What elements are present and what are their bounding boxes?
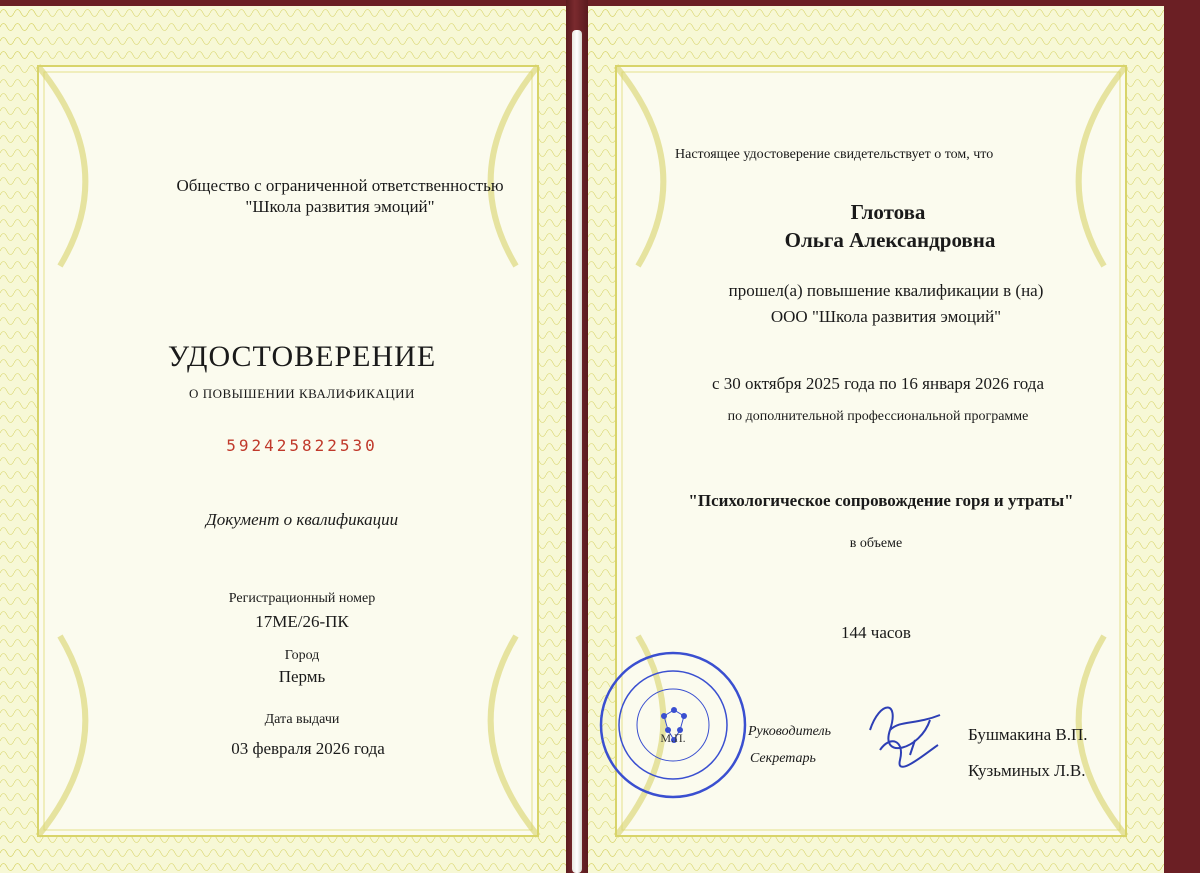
serial-number: 592425822530 (226, 436, 378, 455)
org-name-line2: "Школа развития эмоций" (245, 197, 435, 216)
stamp-mark: М.П. (660, 731, 686, 745)
signature-icon (860, 690, 950, 780)
document-type: Документ о квалификации (205, 510, 399, 529)
program-title: "Психологическое сопровождение горя и утраты" (688, 491, 1074, 510)
cover-edge (1164, 0, 1200, 873)
document-subtitle: О ПОВЫШЕНИИ КВАЛИФИКАЦИИ (189, 386, 415, 401)
registration-number: 17МЕ/26-ПК (255, 612, 349, 631)
training-organization: ООО "Школа развития эмоций" (770, 307, 1002, 326)
qualification-statement: прошел(а) повышение квалификации в (на) (728, 281, 1044, 300)
head-label: Руководитель (748, 724, 832, 739)
hours-value: 144 часов (841, 623, 911, 642)
holder-given-names: Ольга Александровна (784, 228, 996, 252)
official-stamp (598, 650, 748, 800)
program-intro: по дополнительной профессиональной программе (727, 409, 1029, 424)
issue-date-label: Дата выдачи (264, 712, 340, 727)
secretary-label: Секретарь (750, 751, 816, 766)
volume-label: в объеме (849, 536, 903, 551)
certificate-intro: Настоящее удостоверение свидетельствует о том, что (675, 147, 994, 162)
document-title: УДОСТОВЕРЕНИЕ (167, 340, 437, 373)
org-name-line1: Общество с ограниченной ответственностью (176, 176, 504, 195)
city-label: Город (284, 648, 320, 663)
registration-label: Регистрационный номер (228, 591, 376, 606)
city-value: Пермь (278, 667, 326, 686)
secretary-name: Кузьминых Л.В. (968, 761, 1086, 780)
head-name: Бушмакина В.П. (968, 725, 1088, 744)
training-period: с 30 октября 2025 года по 16 января 2026 года (711, 374, 1045, 393)
holder-surname: Глотова (850, 200, 926, 224)
issue-date-value: 03 февраля 2026 года (231, 739, 385, 758)
bookmark-ribbon (572, 30, 582, 873)
left-page (0, 6, 566, 873)
